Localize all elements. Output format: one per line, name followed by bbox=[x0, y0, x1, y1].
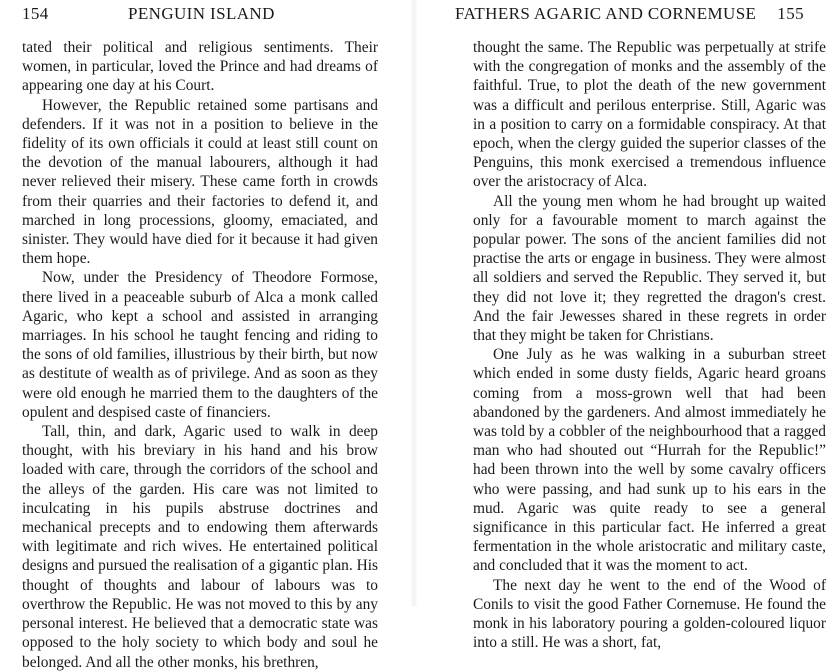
running-head-title: FATHERS AGARIC AND CORNEMUSE bbox=[455, 4, 757, 23]
right-page bbox=[426, 0, 826, 652]
page-number: 155 bbox=[777, 4, 804, 23]
paragraph: One July as he was walking in a suburban street which ended in some dusty fields, Agaric heard groans coming from a moss-grown well that had been abandoned by the gardeners. And almost immediately he was told by a cobbler of the neighbourhood that a ragged man who had shouted out “Hurrah for the Republic!” had been thrown into the well by some cavalry officers who were passing, and had sunk up to his ears in the mud. Agaric was quite ready to see a general significance in this particular fact. He inferred a great fermentation in the whole aristocratic and military caste, and concluded that it was the moment to act. bbox=[473, 346, 826, 575]
left-page-body bbox=[22, 38, 378, 672]
left-page bbox=[0, 0, 400, 671]
paragraph: Now, under the Presidency of Theodore Formose, there lived in a peaceable suburb of Alca a monk called Agaric, who kept a school and assisted in arranging marriages. In his school he taught fencing and riding to the sons of old families, illustrious by their birth, but now as destitute of wealth as of privilege. And as soon as they were old enough he married them to the daughters of the opulent and despised caste of financiers. bbox=[22, 269, 378, 421]
paragraph: However, the Republic retained some partisans and defenders. If it was not in a position to believe in the fidelity of its own officials it could at least still count on the devotion of the manual labourers, although it had never relieved their misery. These came forth in crowds from their quarries and their factories to defend it, and marched in long processions, gloomy, emaciated, and sinister. They would have died for it because it had given them hope. bbox=[22, 96, 378, 268]
paragraph: The next day he went to the end of the Wood of Conils to visit the good Father Cornemuse. He found the monk in his laboratory pouring a golden-coloured liquor into a still. He was a short, fat, bbox=[473, 576, 826, 652]
right-page-body bbox=[473, 38, 826, 653]
right-running-head bbox=[426, 4, 826, 30]
paragraph: tated their political and religious sentiments. Their women, in particular, loved the Prince and had dreams of appearing one day at his Court. bbox=[22, 39, 378, 95]
book-gutter bbox=[410, 0, 418, 606]
paragraph: thought the same. The Republic was perpetually at strife with the congregation of monks and the assembly of the faithful. True, to plot the death of the new government was a difficult and perilous enterprise. Still, Agaric was in a position to carry on a formidable conspiracy. At that epoch, when the clergy guided the superior classes of the Penguins, this monk exercised a tremendous influence over the aristocracy of Alca. bbox=[473, 39, 826, 191]
page-number: 154 bbox=[22, 4, 49, 23]
paragraph: All the young men whom he had brought up waited only for a favourable moment to march against the popular power. The sons of the ancient families did not practise the arts or engage in business. They were almost all soldiers and served the Republic. They served it, but they did not love it; they regretted the dragon's crest. And the fair Jewesses shared in these regrets in order that they might be taken for Christians. bbox=[473, 192, 826, 345]
paragraph: Tall, thin, and dark, Agaric used to walk in deep thought, with his breviary in his hand and his brow loaded with care, through the corridors of the school and the alleys of the garden. His care was not limited to inculcating in his pupils abstruse doctrines and mechanical precepts and to endowing them afterwards with legitimate and rich wives. He entertained political designs and pursued the realisation of a gigantic plan. His thought of thoughts and labour of labours was to overthrow the Republic. He was not moved to this by any personal interest. He believed that a democratic state was opposed to the holy society to which body and soul he belonged. And all the other monks, his brethren, bbox=[22, 423, 378, 671]
left-running-head bbox=[0, 4, 400, 30]
running-head-title: PENGUIN ISLAND bbox=[128, 4, 275, 23]
